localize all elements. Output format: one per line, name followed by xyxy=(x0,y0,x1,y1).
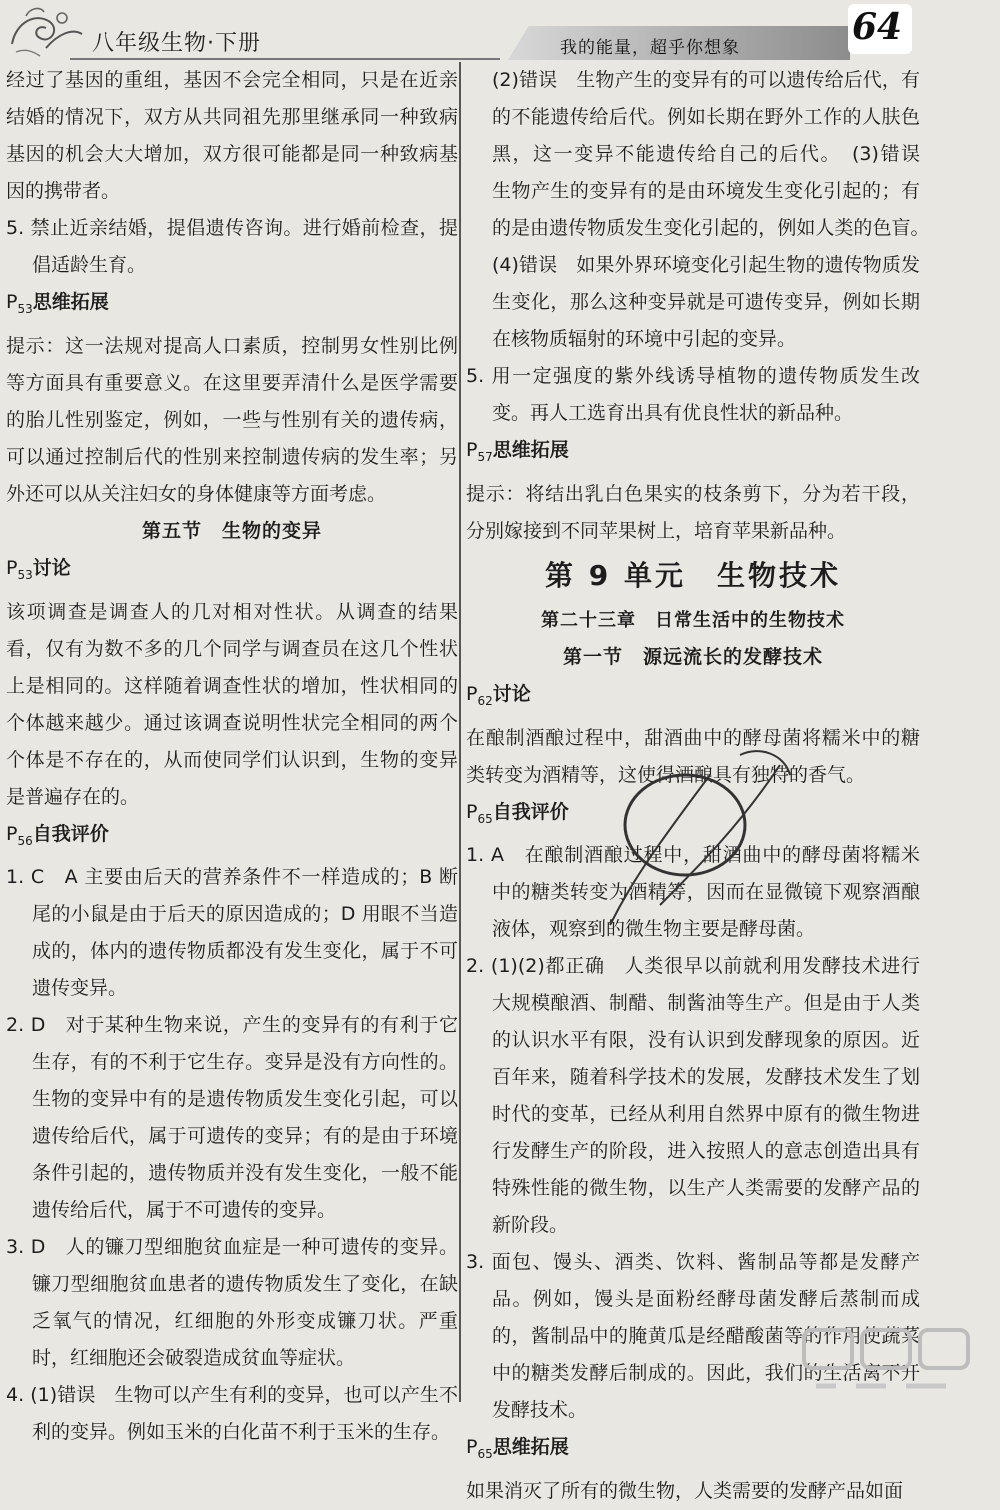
answer-item-2: 2. D 对于某种生物来说，产生的变异有的有利于它生存，有的不利于它生存。变异是没有方向性的。生物的变异中有的是遗传物质发生变化引起，可以遗传给后代，属于可遗传的变异；有的是由于环境条件引起的，遗传物质并没有发生变化，一般不能遗传给后代，属于不可遗传的变异。 xyxy=(6,1014,458,1222)
page-number: 64 xyxy=(852,6,903,48)
chapter-title: 第二十三章 日常生活中的生物技术 xyxy=(541,609,845,631)
section-label: $P_{56}$自我评价 xyxy=(6,822,109,848)
discussion-paragraph: 该项调查是调查人的几对相对性状。从调查的结果看，仅有为数不多的几个同学与调查员在这几个性状上是相同的。这样随着调查性状的增加，性状相同的个体越来越少。通过该调查说明性状完全相同的两个个体是不存在的，从而使同学们认识到，生物的变异是普遍存在的。 xyxy=(6,600,458,808)
page-header xyxy=(0,0,1000,62)
section-title: 第五节 生物的变异 xyxy=(141,519,322,542)
paragraph: 经过了基因的重组，基因不会完全相同，只是在近亲结婚的情况下，双方从共同祖先那里继承同一种致病基因的机会大大增加，双方很可能都是同一种致病基因的携带者。 xyxy=(6,69,458,202)
header-slogan: 我的能量，超乎你想象 xyxy=(560,38,740,58)
answer-item-5: 5. 用一定强度的紫外线诱导植物的遗传物质发生改变。再人工选育出具有优良性状的新品种。 xyxy=(466,365,920,424)
unit-title: 第 9 单元 生物技术 xyxy=(545,558,841,592)
answer-item-4: 4. (1)错误 生物可以产生有利的变异，也可以产生不利的变异。例如玉米的白化苗不利于玉米的生存。 xyxy=(6,1384,458,1444)
site-logo-watermark xyxy=(796,1326,996,1406)
paragraph: 如果消灭了所有的微生物，人类需要的发酵产品如面 xyxy=(466,1480,904,1503)
answer-item-2: 2. (1)(2)都正确 人类很早以前就利用发酵技术进行大规模酿酒、制醋、制酱油等生产。但是由于人类的认识水平有限，没有认识到发酵现象的原因。近百年来，随着科学技术的发展，发酵技术发生了划时代的变革，已经从利用自然界中原有的微生物进行发酵生产的阶段，进入按照人的意志创造出具有特殊性能的微生物，以生产人类需要的发酵产品的新阶段。 xyxy=(466,955,920,1237)
hint-paragraph: 提示：这一法规对提高人口素质，控制男女性别比例等方面具有重要意义。在这里要弄清什么是医学需要的胎儿性别鉴定，例如，一些与性别有关的遗传病，可以通过控制后代的性别来控制遗传病的发生率；另外还可以从关注妇女的身体健康等方面考虑。 xyxy=(6,334,458,505)
answer-item-1: 1. A 在酿制酒酿过程中，甜酒曲中的酵母菌将糯米中的糖类转变为酒精等，因而在显微镜下观察酒酿液体，观察到的微生物主要是酵母菌。 xyxy=(466,844,920,941)
section-label: $P_{53}$思维拓展 xyxy=(6,291,109,316)
section-label: $P_{57}$思维拓展 xyxy=(466,439,569,464)
header-rule xyxy=(70,58,500,60)
section-label: $P_{53}$讨论 xyxy=(6,556,71,582)
floral-ornament-icon xyxy=(6,4,86,58)
answer-item-5: 5. 禁止近亲结婚，提倡遗传咨询。进行婚前检查，提倡适龄生育。 xyxy=(6,217,458,276)
book-title: 八年级生物·下册 xyxy=(92,31,261,56)
answer-item-4-cont: (2)错误 生物产生的变异有的可以遗传给后代，有的不能遗传给后代。例如长期在野外工作的人肤色黑，这一变异不能遗传给自己的后代。 (3)错误 生物产生的变异有的是由环境发生变化引起的；有的是由遗传物质发生变化引起的，例如人类的色盲。 (4)错误 如果外界环境变化引起生物的遗传物质发生变化，那么这种变异就是可遗传变异，例如长期在核物质辐射的环境中引起的变异。 xyxy=(492,69,940,350)
left-column xyxy=(6,62,458,1451)
discussion-paragraph: 在酿制酒酿过程中，甜酒曲中的酵母菌将糯米中的糖类转变为酒精等，这使得酒酿具有独特的香气。 xyxy=(466,726,920,786)
handwritten-watermark-stamp xyxy=(590,735,800,935)
column-divider xyxy=(459,62,461,1402)
section-label: $P_{62}$讨论 xyxy=(466,682,531,708)
answer-item-3: 3. D 人的镰刀型细胞贫血症是一种可遗传的变异。镰刀型细胞贫血患者的遗传物质发生了变化，在缺乏氧气的情况，红细胞的外形变成镰刀状。严重时，红细胞还会破裂造成贫血等症状。 xyxy=(6,1236,458,1370)
answer-item-3: 3. 面包、馒头、酒类、饮料、酱制品等都是发酵产品。例如，馒头是面粉经酵母菌发酵后蒸制而成的，酱制品中的腌黄瓜是经醋酸菌等的作用使蔬菜中的糖类发酵后制成的。因此，我们的生活离不开发酵技术。 xyxy=(466,1251,920,1422)
hint-paragraph: 提示：将结出乳白色果实的枝条剪下，分为若干段，分别嫁接到不同苹果树上，培育苹果新品种。 xyxy=(466,482,920,542)
answer-item-1: 1. C A 主要由后天的营养条件不一样造成的；B 断尾的小鼠是由于后天的原因造成的；D 用眼不当造成的，体内的遗传物质都没有发生变化，属于不可遗传变异。 xyxy=(6,866,458,1000)
section-title: 第一节 源远流长的发酵技术 xyxy=(562,645,823,668)
section-label: $P_{65}$思维拓展 xyxy=(466,1436,569,1462)
section-label: $P_{65}$自我评价 xyxy=(466,800,569,826)
